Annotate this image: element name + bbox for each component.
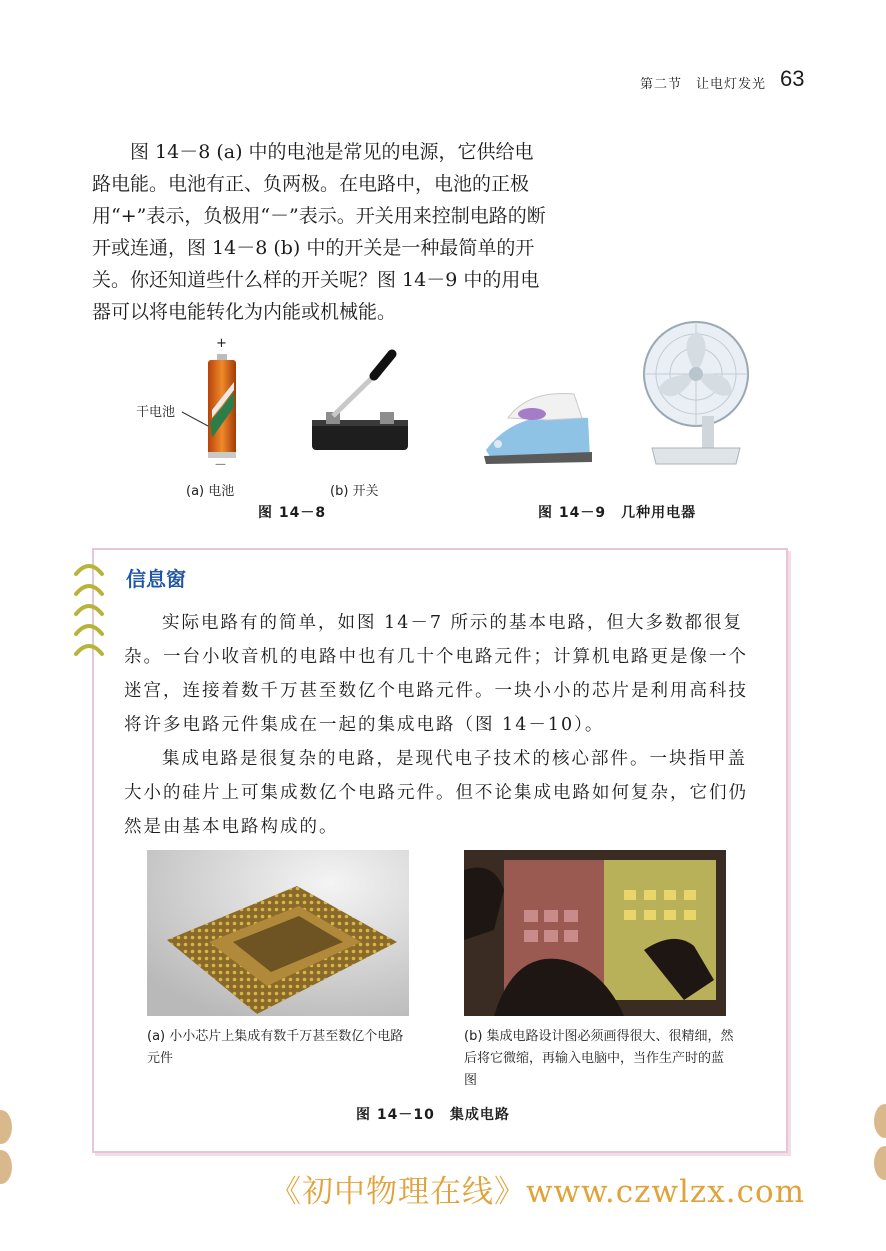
battery-pointer-line	[180, 408, 210, 430]
chip-photo	[147, 850, 409, 1016]
binder-rings-icon	[70, 560, 108, 664]
info-box-body	[124, 606, 754, 844]
intro-paragraph: 图 14－8 (a) 中的电池是常见的电源，它供给电路电能。电池有正、负两极。在电路中，电池的正极用“+”表示，负极用“－”表示。开关用来控制电路的断开或连通，图 14－8 (b) 中的开关是一种最简单的开关。你还知道些什么样的开关呢？图 14－9 中的用电器可以将电能转化为内能或机械能。	[92, 141, 546, 323]
info-paragraph-1: 实际电路有的简单，如图 14－7 所示的基本电路，但大多数都很复杂。一台小收音机的电路中也有几十个电路元件；计算机电路更是像一个迷宫，连接着数千万甚至数亿个电路元件。一块小小的芯片是利用高科技将许多电路元件集成在一起的集成电路（图 14－10）。	[124, 613, 748, 735]
left-edge-decoration-2	[0, 1150, 12, 1184]
info-paragraph-2: 集成电路是很复杂的电路，是现代电子技术的核心部件。一块指甲盖大小的硅片上可集成数亿个电路元件。但不论集成电路如何复杂，它们仍然是由基本电路构成的。	[124, 749, 748, 837]
right-edge-decoration	[874, 1104, 886, 1138]
right-edge-decoration-2	[874, 1146, 886, 1180]
watermark-text: 《初中物理在线》www.czwlzx.com	[270, 1174, 806, 1210]
figure-14-10-title: 图 14－10 集成电路	[356, 1107, 510, 1123]
caption-switch: (b) 开关	[330, 484, 379, 499]
electric-iron-image	[478, 380, 594, 464]
battery-plus-label: +	[216, 336, 227, 351]
battery-label: 干电池	[136, 405, 176, 420]
caption-blueprint: (b) 集成电路设计图必须画得很大、很精细，然后将它微缩，再输入电脑中，当作生产时的蓝图	[464, 1029, 734, 1088]
caption-chip: (a) 小小芯片上集成有数千万甚至数亿个电路元件	[147, 1029, 404, 1066]
ic-blueprint-photo	[464, 850, 726, 1016]
section-title: 第二节 让电灯发光	[640, 77, 767, 92]
figure-14-8-title: 图 14－8	[258, 505, 327, 521]
knife-switch-image	[308, 344, 412, 456]
page-number: 63	[780, 66, 805, 91]
battery-minus-label: －	[214, 458, 228, 473]
electric-fan-image	[636, 318, 756, 468]
page-header	[640, 66, 840, 96]
info-box-title: 信息窗	[126, 567, 186, 591]
figure-14-9-title: 图 14－9 几种用电器	[538, 505, 697, 521]
left-edge-decoration	[0, 1110, 12, 1144]
caption-battery: (a) 电池	[186, 484, 235, 499]
figure-row	[0, 330, 886, 530]
